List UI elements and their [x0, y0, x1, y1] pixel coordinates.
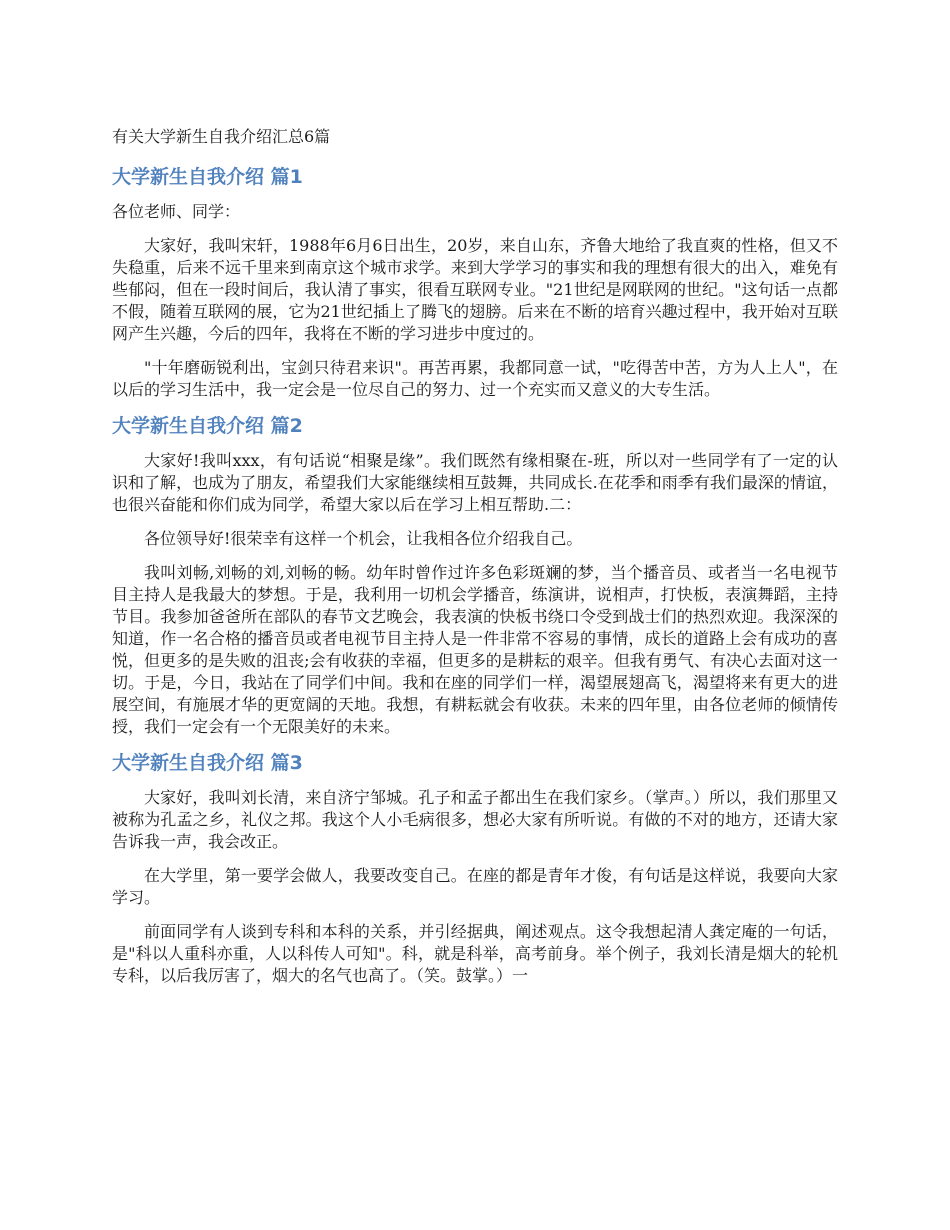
- section-2: [112, 413, 838, 738]
- section-1: [112, 164, 838, 401]
- section-heading: 大学新生自我介绍 篇1: [112, 166, 303, 188]
- document-body: [112, 164, 838, 987]
- paragraph: 在大学里，第一要学会做人，我要改变自己。在座的都是青年才俊，有句话是这样说，我要向大家学习。: [112, 866, 838, 907]
- paragraph: 大家好，我叫刘长清，来自济宁邹城。孔子和孟子都出生在我们家乡。（掌声。）所以，我们那里又被称为孔孟之乡，礼仪之邦。我这个人小毛病很多，想必大家有所听说。有做的不对的地方，还请大家告诉我一声，我会改正。: [112, 788, 838, 851]
- document-title: 有关大学新生自我介绍汇总6篇: [112, 127, 331, 146]
- paragraph: 各位老师、同学：: [112, 202, 241, 221]
- paragraph: 大家好!我叫xxx，有句话说“相聚是缘”。我们既然有缘相聚在-班，所以对一些同学有了一定的认识和了解，也成为了朋友，希望我们大家能继续相互鼓舞，共同成长.在花季和雨季有我们最深的情谊，也很兴奋能和你们成为同学，希望大家以后在学习上相互帮助.二：: [112, 451, 838, 514]
- paragraph: 我叫刘畅,刘畅的刘,刘畅的畅。幼年时曾作过许多色彩斑斓的梦，当个播音员、或者当一名电视节目主持人是我最大的梦想。于是，我利用一切机会学播音，练演讲，说相声，打快板，表演舞蹈，主持节目。我参加爸爸所在部队的春节文艺晚会，我表演的快板书绕口令受到战士们的热烈欢迎。我深深的知道，作一名合格的播音员或者电视节目主持人是一件非常不容易的事情，成长的道路上会有成功的喜悦，但更多的是失败的沮丧;会有收获的幸福，但更多的是耕耘的艰辛。但我有勇气、有决心去面对这一切。于是，今日，我站在了同学们中间。我和在座的同学们一样，渴望展翅高飞，渴望将来有更大的进展空间，有施展才华的更宽阔的天地。我想，有耕耘就会有收获。未来的四年里，由各位老师的倾情传授，我们一定会有一个无限美好的未来。: [112, 563, 838, 736]
- paragraph: 各位领导好!很荣幸有这样一个机会，让我相各位介绍我自己。: [144, 529, 583, 548]
- paragraph: 前面同学有人谈到专科和本科的关系，并引经据典，阐述观点。这令我想起清人龚定庵的一句话，是"科以人重科亦重，人以科传人可知"。科，就是科举，高考前身。举个例子，我刘长清是烟大的轮机专科，以后我厉害了，烟大的名气也高了。（笑。鼓掌。）一: [112, 922, 838, 985]
- section-heading: 大学新生自我介绍 篇2: [112, 415, 303, 437]
- paragraph: "十年磨砺锐利出，宝剑只待君来识"。再苦再累，我都同意一试，"吃得苦中苦，方为人上人"，在以后的学习生活中，我一定会是一位尽自己的努力、过一个充实而又意义的大专生活。: [112, 358, 838, 399]
- section-3: [112, 750, 838, 987]
- section-heading: 大学新生自我介绍 篇3: [112, 752, 303, 774]
- paragraph: 大家好，我叫宋轩，1988年6月6日出生，20岁，来自山东，齐鲁大地给了我直爽的性格，但又不失稳重，后来不远千里来到南京这个城市求学。来到大学学习的事实和我的理想有很大的出入，难免有些郁闷，但在一段时间后，我认清了事实，很看互联网专业。"21世纪是网联网的世纪。"这句话一点都不假，随着互联网的展，它为21世纪插上了腾飞的翅膀。后来在不断的培育兴趣过程中，我开始对互联网产生兴趣，今后的四年，我将在不断的学习进步中度过的。: [112, 236, 838, 343]
